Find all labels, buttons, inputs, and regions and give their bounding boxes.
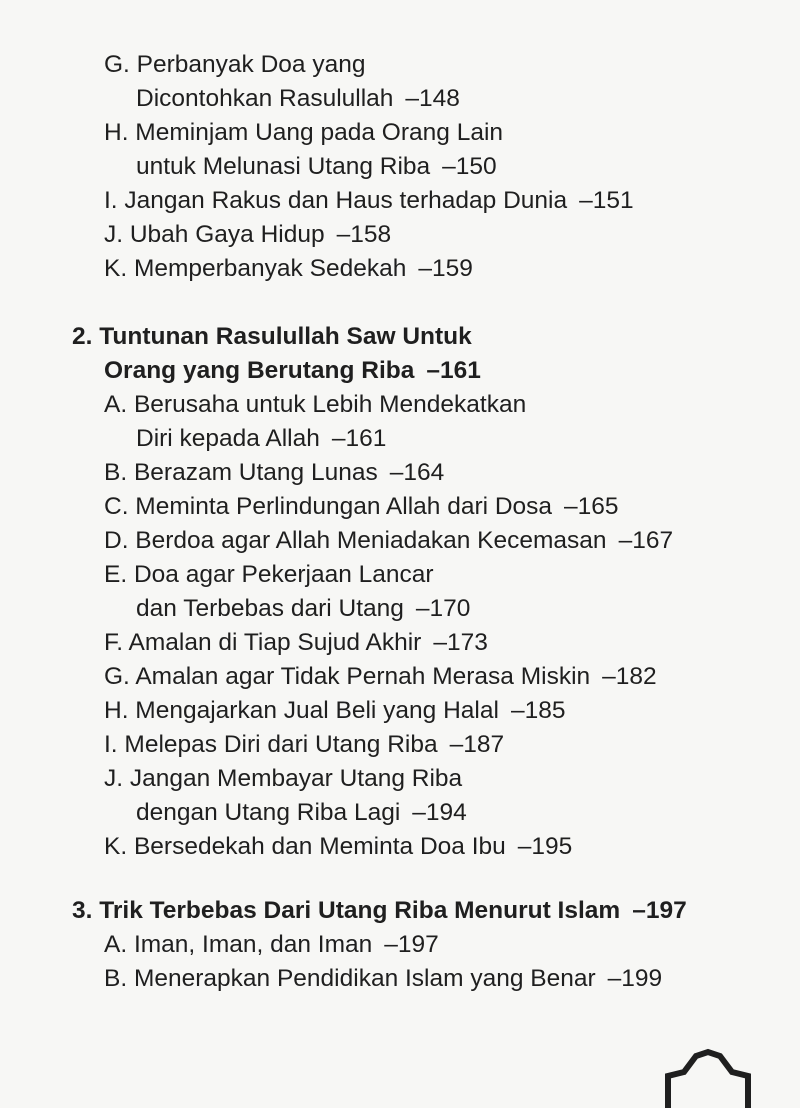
section-page-number: –197 xyxy=(632,897,687,924)
toc-entry-2g xyxy=(104,660,657,694)
entry-text: J. Ubah Gaya Hidup xyxy=(104,221,325,248)
entry-page-number: –187 xyxy=(449,731,505,758)
entry-page-number: –194 xyxy=(412,799,467,826)
toc-entry-2a-cont xyxy=(136,422,386,456)
section-title-text: 2. Tuntunan Rasulullah Saw Untuk xyxy=(72,323,472,350)
entry-text: H. Mengajarkan Jual Beli yang Halal xyxy=(104,697,499,724)
entry-text: dan Terbebas dari Utang xyxy=(136,595,404,622)
entry-text: G. Perbanyak Doa yang xyxy=(104,51,366,78)
toc-entry-2i xyxy=(104,728,504,762)
entry-page-number: –182 xyxy=(602,663,657,690)
toc-entry-1g-cont xyxy=(136,82,460,116)
entry-page-number: –148 xyxy=(405,85,460,112)
section-title-text: Orang yang Berutang Riba xyxy=(104,357,415,384)
entry-page-number: –150 xyxy=(442,153,497,180)
toc-entry-1h xyxy=(104,116,503,150)
toc-entry-1k xyxy=(104,252,473,286)
toc-entry-2b xyxy=(104,456,444,490)
page-ornament-icon xyxy=(648,1048,768,1108)
toc-entry-1g xyxy=(104,48,366,82)
entry-page-number: –197 xyxy=(384,931,439,958)
entry-text: A. Iman, Iman, dan Iman xyxy=(104,931,373,958)
entry-text: H. Meminjam Uang pada Orang Lain xyxy=(104,119,504,146)
toc-entry-1i xyxy=(104,184,634,218)
toc-entry-2h xyxy=(104,694,565,728)
entry-text: B. Berazam Utang Lunas xyxy=(104,459,378,486)
entry-page-number: –164 xyxy=(389,459,445,486)
entry-text: G. Amalan agar Tidak Pernah Merasa Miskin xyxy=(104,663,591,690)
entry-text: I. Melepas Diri dari Utang Riba xyxy=(104,731,438,758)
entry-text: dengan Utang Riba Lagi xyxy=(136,799,401,826)
toc-entry-2c xyxy=(104,490,619,524)
section-page-number: –161 xyxy=(426,357,481,384)
entry-page-number: –159 xyxy=(418,255,473,282)
entry-page-number: –151 xyxy=(579,187,634,214)
section-2-title xyxy=(72,320,472,354)
toc-entry-1j xyxy=(104,218,391,252)
entry-page-number: –161 xyxy=(331,425,387,452)
toc-entry-2a xyxy=(104,388,526,422)
entry-text: D. Berdoa agar Allah Meniadakan Kecemasan xyxy=(104,527,607,554)
entry-text: F. Amalan di Tiap Sujud Akhir xyxy=(104,629,422,656)
entry-text: C. Meminta Perlindungan Allah dari Dosa xyxy=(104,493,553,520)
entry-text: untuk Melunasi Utang Riba xyxy=(136,153,431,180)
toc-entry-2j-cont xyxy=(136,796,467,830)
toc-entry-3b xyxy=(104,962,662,996)
section-title-text: 3. Trik Terbebas Dari Utang Riba Menurut Islam xyxy=(72,897,621,924)
entry-page-number: –167 xyxy=(618,527,674,554)
toc-entry-2k xyxy=(104,830,572,864)
entry-page-number: –165 xyxy=(564,493,619,520)
toc-entry-2d xyxy=(104,524,673,558)
section-3-title xyxy=(72,894,687,928)
entry-text: B. Menerapkan Pendidikan Islam yang Benar xyxy=(104,965,596,992)
toc-entry-2f xyxy=(104,626,488,660)
entry-page-number: –173 xyxy=(433,629,488,656)
entry-text: Dicontohkan Rasulullah xyxy=(136,85,394,112)
toc-entry-2e xyxy=(104,558,434,592)
toc-entry-2j xyxy=(104,762,462,796)
entry-text: K. Memperbanyak Sedekah xyxy=(104,255,407,282)
entry-page-number: –170 xyxy=(415,595,471,622)
toc-entry-1h-cont xyxy=(136,150,497,184)
entry-page-number: –185 xyxy=(510,697,566,724)
entry-text: J. Jangan Membayar Utang Riba xyxy=(104,765,463,792)
entry-page-number: –158 xyxy=(336,221,392,248)
entry-page-number: –195 xyxy=(517,833,573,860)
entry-text: Diri kepada Allah xyxy=(136,425,320,452)
section-2-title-cont xyxy=(104,354,481,388)
entry-text: I. Jangan Rakus dan Haus terhadap Dunia xyxy=(104,187,568,214)
toc-entry-2e-cont xyxy=(136,592,470,626)
entry-page-number: –199 xyxy=(607,965,663,992)
entry-text: E. Doa agar Pekerjaan Lancar xyxy=(104,561,434,588)
toc-entry-3a xyxy=(104,928,439,962)
entry-text: A. Berusaha untuk Lebih Mendekatkan xyxy=(104,391,527,418)
entry-text: K. Bersedekah dan Meminta Doa Ibu xyxy=(104,833,506,860)
